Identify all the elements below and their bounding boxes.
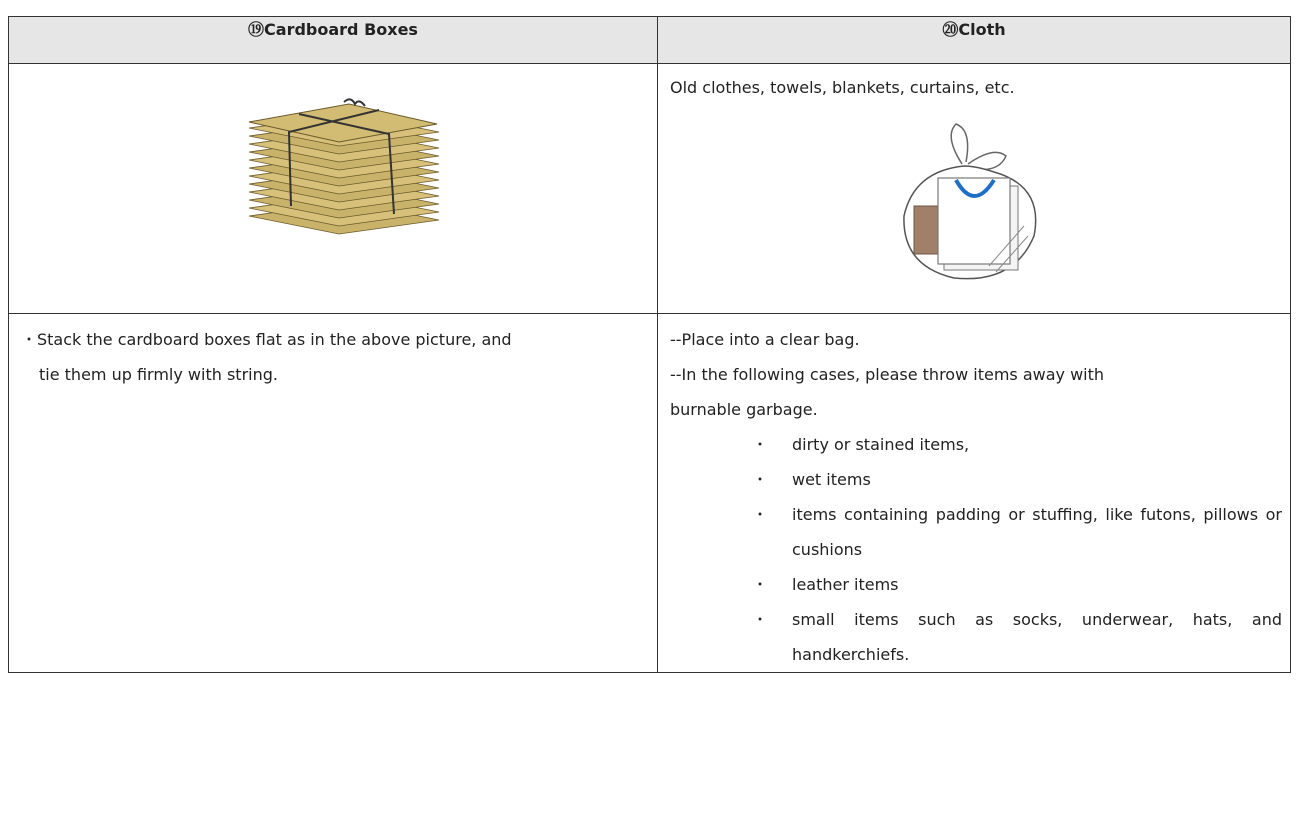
cloth-rule-burnable-line-2: burnable garbage. (670, 400, 818, 419)
exception-text: dirty or stained items, (792, 435, 970, 454)
cloth-header: ⑳Cloth (658, 17, 1291, 64)
bullet-icon: ・ (752, 435, 769, 454)
cardboard-instruction-line-1: ・Stack the cardboard boxes flat as in the above picture, and (21, 330, 512, 349)
exception-item (748, 602, 1282, 672)
recycling-table (8, 16, 1291, 673)
exception-item (748, 567, 1282, 602)
bullet-icon: ・ (752, 505, 769, 524)
exception-text: wet items (792, 470, 871, 489)
cloth-picture-cell (658, 64, 1291, 314)
cardboard-instructions-cell (9, 314, 658, 673)
bullet-icon: ・ (752, 575, 769, 594)
bullet-icon: ・ (752, 470, 769, 489)
cardboard-bundle-illustration (229, 94, 469, 244)
cloth-instructions-cell (658, 314, 1291, 673)
exception-item (748, 497, 1282, 567)
cloth-rule-burnable-line-1: --In the following cases, please throw items away with (670, 365, 1105, 384)
cloth-examples-text: Old clothes, towels, blankets, curtains, etc. (670, 78, 1015, 97)
cardboard-picture-cell (9, 64, 658, 314)
cardboard-instruction-line-2: tie them up firmly with string. (39, 365, 278, 384)
exception-text: items containing padding or stuffing, like futons, pillows or cushions (792, 505, 1282, 559)
cardboard-header: ⑲Cardboard Boxes (9, 17, 658, 64)
bullet-icon: ・ (752, 610, 769, 629)
exception-text: leather items (792, 575, 899, 594)
cloth-rule-clear-bag: --Place into a clear bag. (670, 330, 860, 349)
exception-item (748, 462, 1282, 497)
exception-text: small items such as socks, underwear, hats, and handkerchiefs. (792, 610, 1282, 664)
exception-item (748, 427, 1282, 462)
cloth-bag-illustration (894, 116, 1044, 286)
